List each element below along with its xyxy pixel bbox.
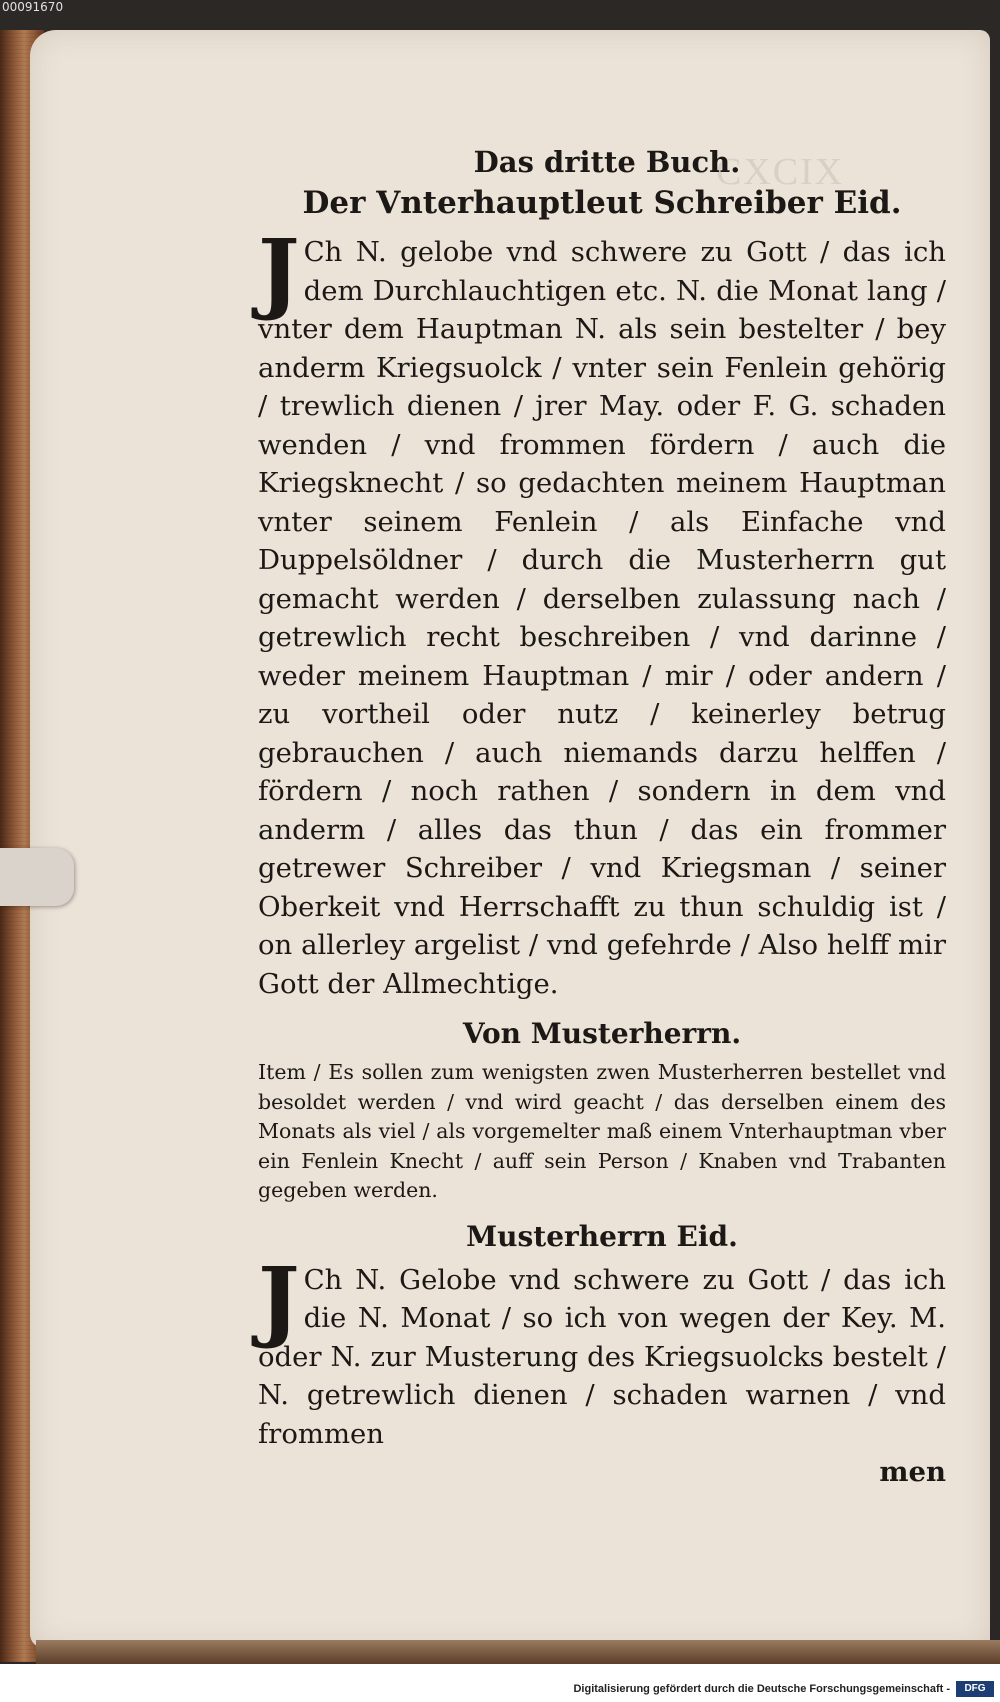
oath2-title: Musterherrn Eid. [466, 1219, 738, 1253]
show-through-header: CXCIX [716, 151, 845, 193]
oath2-body: Ch N. Gelobe vnd schwere zu Gott / das ich die N. Monat / so ich von wegen der Key. M. oder N. zur Musterung des Kriegsuolcks bestelt / N. getrewlich dienen / schaden warnen / vnd frommen [258, 1263, 946, 1450]
page-text [258, 145, 946, 1491]
catchword: men [879, 1456, 946, 1488]
oath2-text [258, 1246, 946, 1454]
footer-credit: Digitalisierung gefördert durch die Deutsche Forschungsgemeinschaft - [573, 1683, 950, 1695]
running-head: Das dritte Buch. [473, 145, 741, 179]
section2-title: Von Musterherrn. [462, 1017, 742, 1050]
oath2-drop-cap: J [258, 1246, 300, 1351]
scan-id: 00091670 [2, 0, 64, 14]
oath1-drop-cap: J [258, 219, 300, 323]
section2-text: Item / Es sollen zum wenigsten zwen Musterherren bestellet vnd besoldet werden / vnd wird geacht / das derselben einem des Monats als viel / als vorgemelter maß einem Vnterhauptman vber ein Fenlein Knecht / auff sein Person / Knaben vnd Trabanten gegeben werden. [258, 1060, 946, 1202]
oath1-text [258, 219, 946, 1003]
page-bottom-edge [36, 1640, 1000, 1664]
bookmark-tab [0, 848, 74, 906]
oath1-body: Ch N. gelobe vnd schwere zu Gott / das ich dem Durchlauchtigen etc. N. die Monat lang / vnter dem Hauptman N. als sein bestelter / bey anderm Kriegsuolck / vnter sein Fenlein gehörig / trewlich dienen / jrer May. oder F. G. schaden wenden / vnd frommen fördern / auch die Kriegsknecht / so gedachten meinem Hauptman vnter seinem Fenlein / als Einfache vnd Duppelsöldner / durch die Musterherrn gut gemacht werden / derselben zulassung nach / getrewlich recht beschreiben / vnd darinne / weder meinem Hauptman / mir / oder andern / zu vortheil oder nutz / keinerley betrug gebrauchen / auch niemands darzu helffen / fördern / noch rathen / sondern in dem vnd anderm / alles das thun / das ein frommer getrewer Schreiber / vnd Kriegsman / seiner Oberkeit vnd Herrschafft zu thun schuldig ist / on allerley argelist / vnd gefehrde / Also helff mir Gott der Allmechtige. [258, 236, 946, 1000]
dfg-logo: DFG [956, 1681, 994, 1697]
oath1-title: Der Vnterhauptleut Schreiber Eid. [302, 185, 902, 221]
